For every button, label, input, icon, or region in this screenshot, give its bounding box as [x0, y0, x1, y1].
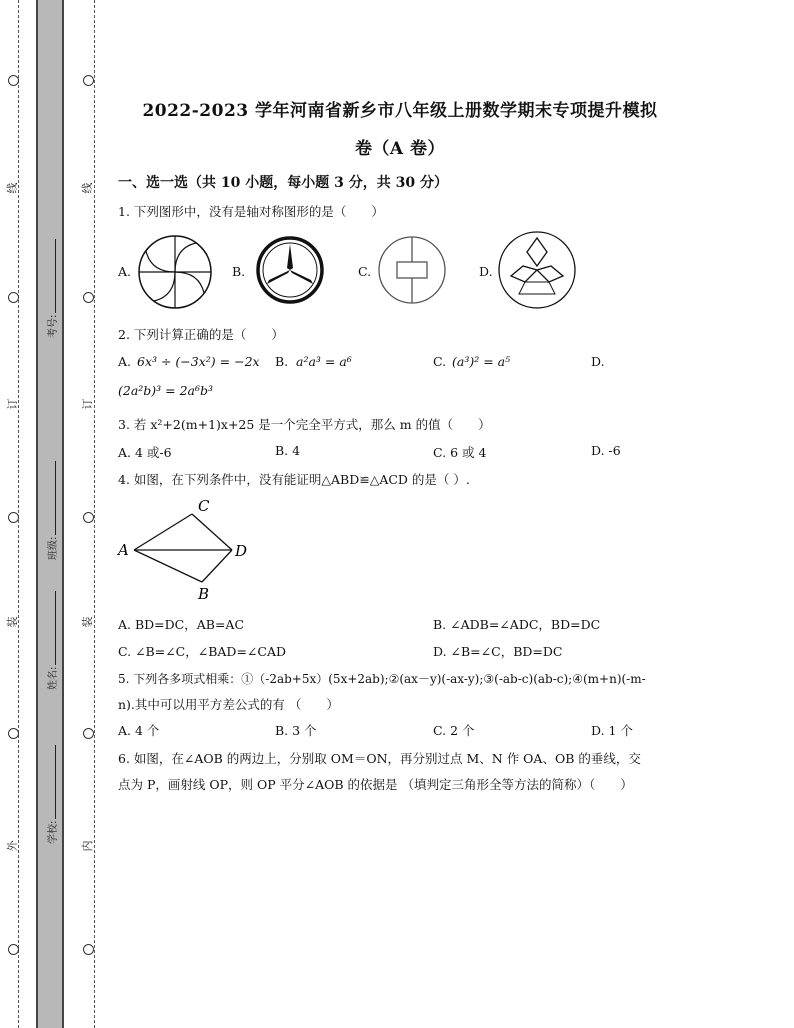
q4-option-b: B. ∠ADB=∠ADC，BD=DC	[433, 617, 601, 632]
pinwheel-figure-icon	[136, 233, 214, 311]
class-field[interactable]: 班级:	[44, 461, 59, 560]
punch-hole-icon	[8, 75, 19, 86]
q2-option-c: (a³)² = a⁵	[452, 354, 511, 369]
margin-char: 装	[81, 616, 94, 628]
q4-option-d: D. ∠B=∠C，BD=DC	[433, 644, 563, 659]
kite-figure-icon	[116, 494, 256, 602]
name-field[interactable]: 姓名:	[44, 591, 59, 690]
section-heading: 一、选一选（共 10 小题，每小题 3 分，共 30 分）	[118, 175, 448, 191]
circle-rectangle-figure-icon	[377, 235, 447, 305]
q1-option-b-label: B.	[232, 264, 246, 279]
q2-option-b-label: B.	[275, 354, 289, 369]
margin-char: 线	[81, 182, 94, 194]
q5-option-a: A. 4 个	[118, 723, 160, 738]
three-diamond-figure-icon	[497, 230, 577, 310]
q3-option-d: D. -6	[591, 443, 621, 458]
q1-option-c-label: C.	[358, 264, 372, 279]
q2-option-d: (2a²b)³ = 2a⁶b³	[118, 383, 214, 398]
q2-option-b: a²a³ = a⁶	[296, 354, 352, 369]
q1-option-d-label: D.	[479, 264, 493, 279]
q4-option-a: A. BD=DC，AB=AC	[118, 617, 245, 632]
q2-option-d-label: D.	[591, 354, 605, 369]
q3-option-c: C. 6 或 4	[433, 445, 487, 460]
question-3-stem: 3. 若 x²+2(m+1)x+25 是一个完全平方式，那么 m 的值（ ）	[118, 417, 491, 432]
q3-option-b: B. 4	[275, 443, 301, 458]
question-6-line2: 点为 P，画射线 OP，则 OP 平分∠AOB 的依据是 （填判定三角形全等方法的简称）（ ）	[118, 777, 633, 792]
student-id-field[interactable]: 考号:	[44, 239, 59, 338]
q5-option-c: C. 2 个	[433, 723, 475, 738]
q2-option-c-label: C.	[433, 354, 447, 369]
tri-star-logo-figure-icon	[256, 236, 324, 304]
fig-label-a: A	[118, 541, 129, 559]
school-field[interactable]: 学校:	[44, 745, 59, 844]
q4-option-c: C. ∠B=∠C，∠BAD=∠CAD	[118, 644, 287, 659]
inner-cut-line	[94, 0, 95, 1028]
question-1-stem: 1. 下列图形中，没有是轴对称图形的是（ ）	[118, 204, 384, 219]
fig-label-b: B	[198, 585, 210, 602]
punch-hole-icon	[83, 728, 94, 739]
q5-option-d: D. 1 个	[591, 723, 633, 738]
q2-option-a: 6x³ ÷ (−3x²) = −2x	[137, 354, 260, 369]
q1-option-a-label: A.	[118, 264, 132, 279]
question-5-line2: n).其中可以用平方差公式的有 （ ）	[118, 697, 339, 712]
fig-label-c: C	[198, 497, 210, 515]
page-title-line2: 卷（A 卷）	[354, 139, 446, 159]
q5-option-b: B. 3 个	[275, 723, 317, 738]
question-5-line1: 5. 下列各多项式相乘：①（-2ab+5x）(5x+2ab);②(ax－y)(-ax-y);③(-ab-c)(ab-c);④(m+n)(-m-	[118, 672, 646, 686]
page-title: 2022-2023 学年河南省新乡市八年级上册数学期末专项提升模拟	[142, 101, 658, 121]
punch-hole-icon	[8, 292, 19, 303]
margin-char: 内	[81, 840, 94, 852]
punch-hole-icon	[83, 944, 94, 955]
margin-char: 装	[6, 616, 19, 628]
margin-char: 订	[81, 398, 94, 410]
punch-hole-icon	[83, 292, 94, 303]
punch-hole-icon	[83, 75, 94, 86]
q2-option-a-label: A.	[118, 354, 132, 369]
q3-option-a: A. 4 或-6	[118, 445, 172, 460]
question-4-stem: 4. 如图，在下列条件中，没有能证明△ABD≌△ACD 的是（ ）.	[118, 472, 470, 487]
punch-hole-icon	[8, 728, 19, 739]
punch-hole-icon	[8, 944, 19, 955]
punch-hole-icon	[83, 512, 94, 523]
fig-label-d: D	[235, 542, 248, 560]
question-6-line1: 6. 如图，在∠AOB 的两边上，分别取 OM＝ON，再分别过点 M、N 作 OA、OB 的垂线，交	[118, 751, 641, 766]
margin-char: 外	[6, 840, 19, 852]
margin-char: 订	[6, 398, 19, 410]
punch-hole-icon	[8, 512, 19, 523]
question-2-stem: 2. 下列计算正确的是（ ）	[118, 327, 284, 342]
margin-char: 线	[6, 182, 19, 194]
